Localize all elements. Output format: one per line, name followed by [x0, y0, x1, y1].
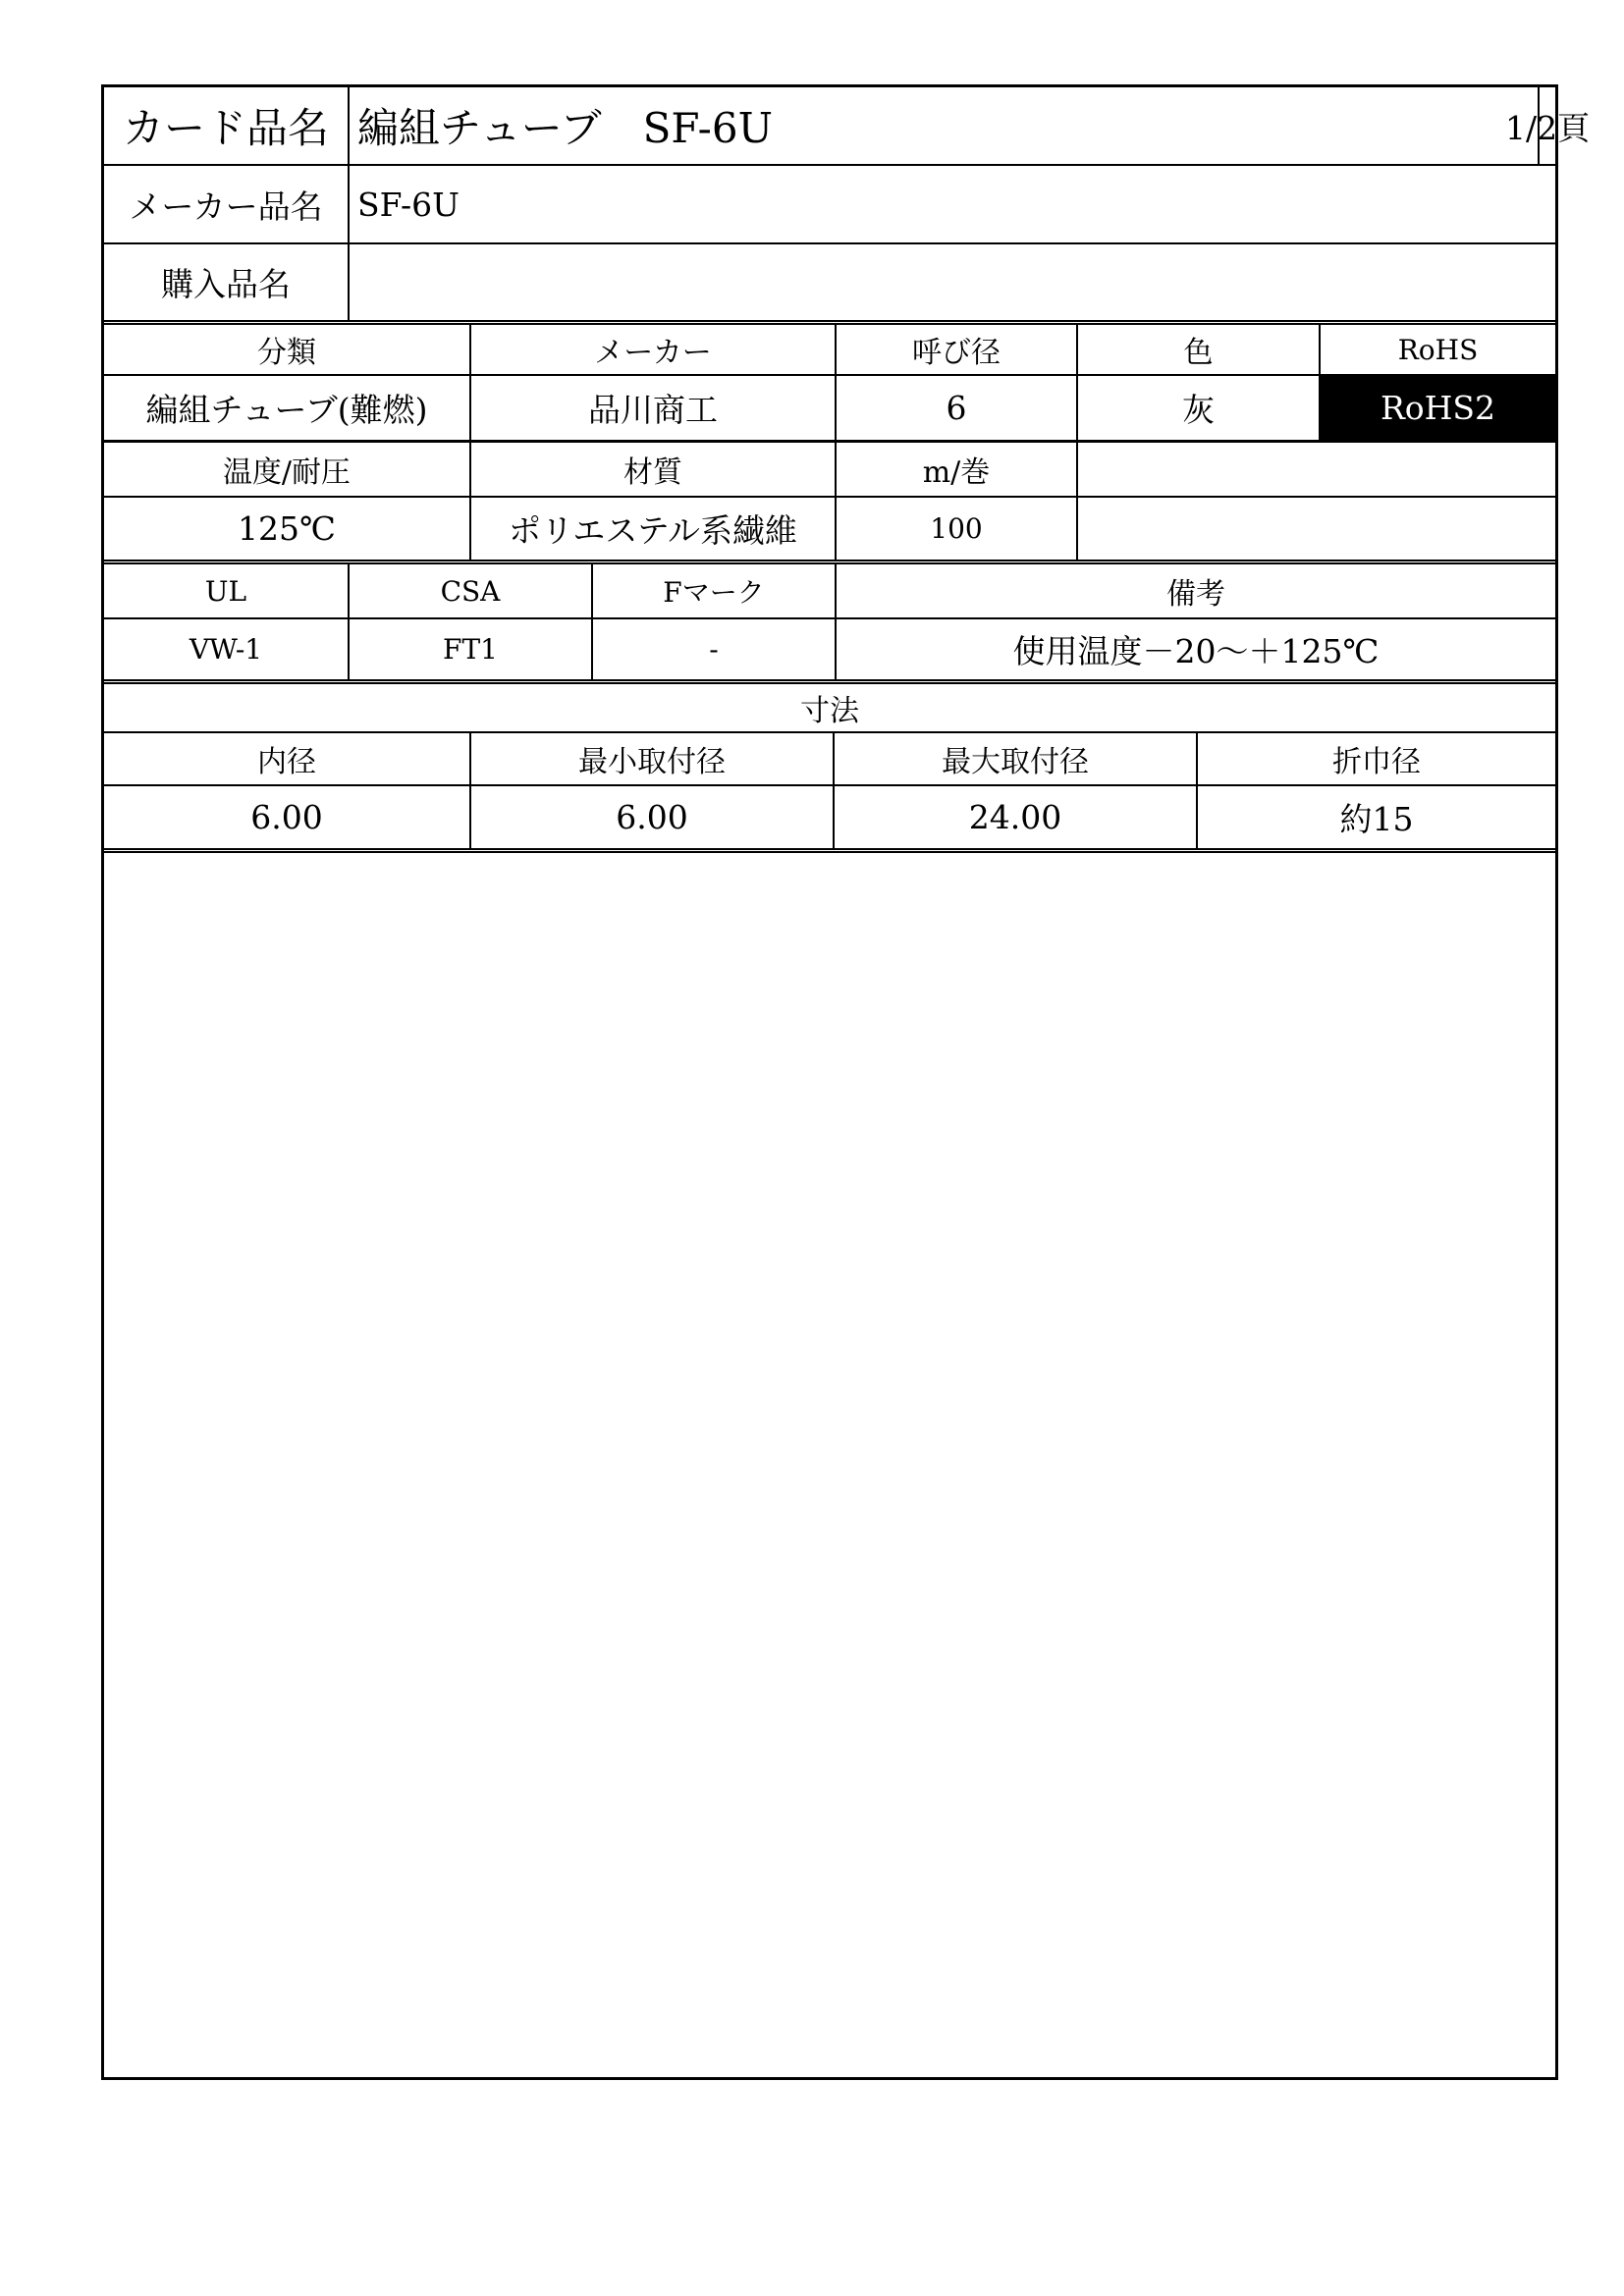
spec1-value-maker: 品川商工: [469, 376, 835, 440]
card-name-value: 編組チューブ SF-6U: [348, 87, 1538, 164]
spec1-header-rohs: RoHS: [1319, 325, 1555, 374]
spec2-header-blank: [1076, 443, 1555, 496]
dimensions-title: 寸法: [800, 694, 859, 728]
spec1-value-rohs: RoHS2: [1319, 376, 1555, 440]
spec1-value-row: [104, 376, 1555, 443]
dim-value-flat-width: 約15: [1196, 786, 1555, 848]
spec1-header-row: [104, 325, 1555, 376]
spec3-value-remarks: 使用温度－20～＋125℃: [835, 619, 1555, 679]
spec3-value-csa: FT1: [348, 619, 591, 679]
spec3-value-f-mark: -: [591, 619, 835, 679]
maker-name-label: メーカー品名: [129, 187, 323, 226]
spec1-value-nominal-size: 6: [835, 376, 1076, 440]
spec3-value-row: [104, 619, 1555, 684]
spec1-header-maker: メーカー: [469, 325, 835, 374]
dimensions-header-row: [104, 733, 1555, 786]
dim-value-max-fit: 24.00: [833, 786, 1196, 848]
drawing-area: [104, 853, 1555, 2077]
dimensions-value-row: [104, 786, 1555, 853]
spec3-header-f-mark: Fマーク: [591, 564, 835, 617]
spec3-header-csa: CSA: [348, 564, 591, 617]
spec3-header-ul: UL: [204, 574, 247, 608]
spec2-value-temperature: 125℃: [238, 509, 336, 548]
page-number: 1/2頁: [1538, 87, 1555, 164]
dim-header-inner-diameter: 内径: [257, 745, 316, 779]
spec1-header-category: 分類: [257, 336, 316, 370]
spec2-value-row: [104, 498, 1555, 564]
spec-card: [101, 84, 1591, 2080]
maker-name-row: [104, 166, 1555, 244]
dim-value-inner-diameter: 6.00: [250, 798, 323, 836]
spec2-header-row: [104, 443, 1555, 498]
spec2-value-material: ポリエステル系繊維: [469, 498, 835, 560]
spec2-value-per-roll: 100: [835, 498, 1076, 560]
spec2-header-per-roll: m/巻: [835, 443, 1076, 496]
spec2-value-blank: [1076, 498, 1555, 560]
dim-header-min-fit: 最小取付径: [469, 733, 833, 784]
dimensions-title-row: [104, 684, 1555, 733]
card-name-label: カード品名: [122, 104, 329, 152]
spec1-value-category: 編組チューブ(難燃): [145, 391, 428, 429]
spec3-header-remarks: 備考: [835, 564, 1555, 617]
maker-name-value: SF-6U: [348, 166, 1555, 242]
spec2-header-temperature: 温度/耐圧: [222, 455, 352, 490]
spec1-header-color: 色: [1076, 325, 1319, 374]
spec1-value-color: 灰: [1076, 376, 1319, 440]
dim-header-flat-width: 折巾径: [1196, 733, 1555, 784]
spec3-header-row: [104, 564, 1555, 619]
card-name-row: [104, 87, 1591, 166]
spec2-header-material: 材質: [469, 443, 835, 496]
dim-header-max-fit: 最大取付径: [833, 733, 1196, 784]
spec1-header-nominal-size: 呼び径: [835, 325, 1076, 374]
purchase-name-label: 購入品名: [161, 265, 291, 303]
spec3-value-ul: VW-1: [189, 633, 263, 666]
dim-value-min-fit: 6.00: [469, 786, 833, 848]
purchase-name-row: [104, 244, 1555, 325]
purchase-name-value: [348, 244, 1555, 320]
